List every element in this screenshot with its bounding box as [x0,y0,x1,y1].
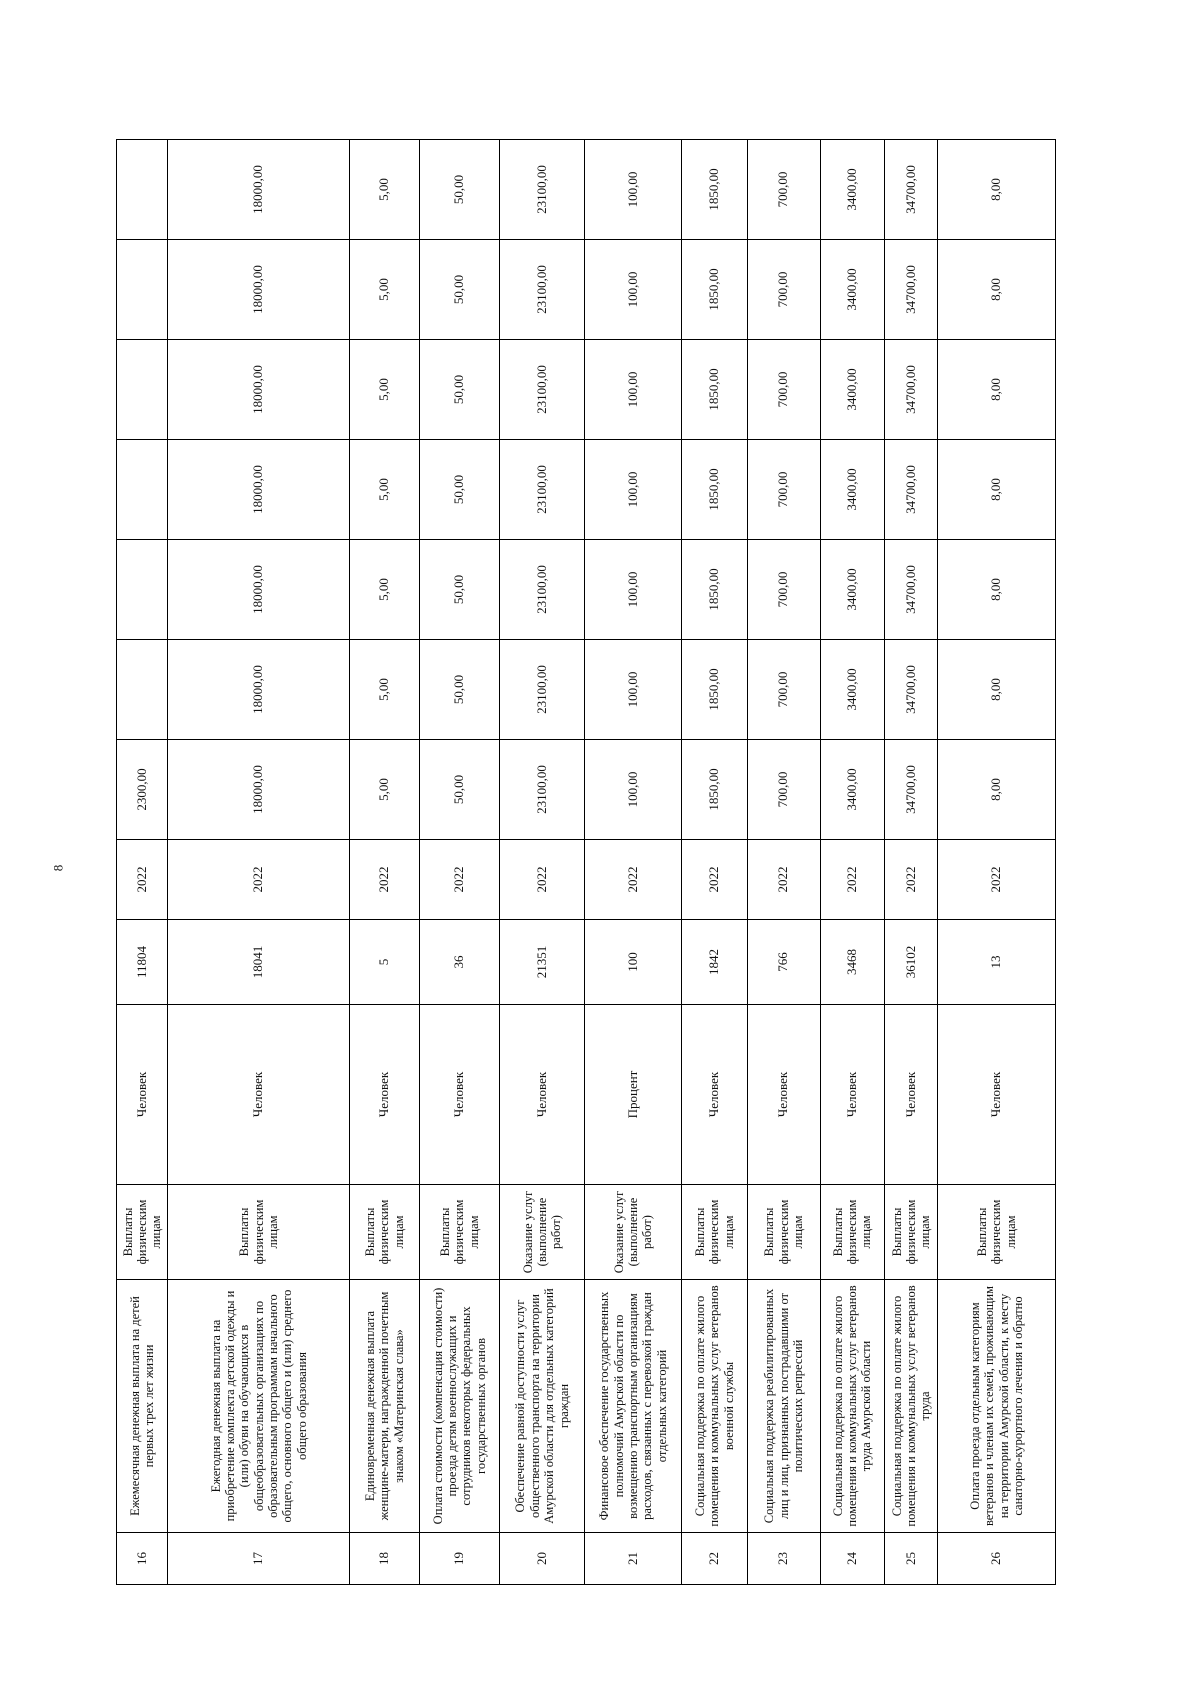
row-value: 50,00 [419,240,499,340]
row-value: 1850,00 [681,440,747,540]
row-unit: Человек [884,1005,937,1185]
row-value: 8,00 [938,540,1056,640]
row-year: 2022 [884,840,937,920]
row-count: 36102 [884,920,937,1005]
row-description: Социальная поддержка по оплате жилого помещения и коммунальных услуг ветеранов труда Амурской области [820,1280,884,1533]
row-year: 2022 [117,840,168,920]
row-value: 8,00 [938,740,1056,840]
row-value: 8,00 [938,140,1056,240]
row-description: Оплата проезда отдельным категориям ветеранов и членам их семей, проживающим на территории Амурской области, к месту санаторно-курортного лечения и обратно [938,1280,1056,1533]
row-service-type: Выплаты физическим лицам [117,1185,168,1280]
row-value: 8,00 [938,240,1056,340]
row-value: 3400,00 [820,140,884,240]
row-value: 23100,00 [499,740,585,840]
row-year: 2022 [419,840,499,920]
row-number: 17 [168,1533,350,1585]
row-value: 23100,00 [499,540,585,640]
row-service-type: Выплаты физическим лицам [820,1185,884,1280]
row-number: 19 [419,1533,499,1585]
row-service-type: Выплаты физическим лицам [747,1185,820,1280]
table-row [747,140,820,1585]
row-count: 18041 [168,920,350,1005]
row-value: 100,00 [585,740,681,840]
row-value: 100,00 [585,340,681,440]
row-unit: Человек [350,1005,420,1185]
row-value: 23100,00 [499,440,585,540]
row-value: 34700,00 [884,140,937,240]
row-value [117,640,168,740]
row-value: 5,00 [350,140,420,240]
row-value: 3400,00 [820,540,884,640]
row-year: 2022 [820,840,884,920]
row-value: 8,00 [938,440,1056,540]
row-unit: Человек [820,1005,884,1185]
row-description: Единовременная денежная выплата женщине-матери, награжденной почетным знаком «Материнская слава» [350,1280,420,1533]
row-year: 2022 [747,840,820,920]
row-service-type: Оказание услуг (выполнение работ) [585,1185,681,1280]
row-value: 34700,00 [884,240,937,340]
row-service-type: Выплаты физическим лицам [168,1185,350,1280]
row-value: 1850,00 [681,540,747,640]
row-value: 23100,00 [499,140,585,240]
row-value: 700,00 [747,140,820,240]
row-value: 700,00 [747,740,820,840]
table-row [117,140,168,1585]
row-count: 11804 [117,920,168,1005]
page-number: 8 [50,864,66,872]
row-unit: Человек [499,1005,585,1185]
row-count: 5 [350,920,420,1005]
row-value: 5,00 [350,540,420,640]
row-value: 5,00 [350,740,420,840]
row-service-type: Выплаты физическим лицам [350,1185,420,1280]
row-unit: Человек [419,1005,499,1185]
row-description: Ежегодная денежная выплата на приобретение комплекта детской одежды и (или) обуви на обучающихся в общеобразовательных организациях по образовательным программам начального общего, основного общего и (или) среднего общего образования [168,1280,350,1533]
table-row [820,140,884,1585]
row-unit: Человек [938,1005,1056,1185]
row-value [117,340,168,440]
row-description: Социальная поддержка по оплате жилого помещения и коммунальных услуг ветеранов военной службы [681,1280,747,1533]
row-value: 1850,00 [681,240,747,340]
row-unit: Человек [681,1005,747,1185]
table-row [681,140,747,1585]
row-value: 700,00 [747,540,820,640]
row-value: 18000,00 [168,440,350,540]
row-count: 100 [585,920,681,1005]
row-value: 3400,00 [820,240,884,340]
row-service-type: Оказание услуг (выполнение работ) [499,1185,585,1280]
row-count: 1842 [681,920,747,1005]
row-value: 100,00 [585,640,681,740]
table-row [419,140,499,1585]
row-value: 1850,00 [681,340,747,440]
row-number: 20 [499,1533,585,1585]
row-value: 34700,00 [884,740,937,840]
row-value: 50,00 [419,140,499,240]
table-row [499,140,585,1585]
row-value: 23100,00 [499,240,585,340]
row-value: 700,00 [747,240,820,340]
row-service-type: Выплаты физическим лицам [884,1185,937,1280]
row-value: 8,00 [938,340,1056,440]
row-value: 5,00 [350,340,420,440]
row-description: Ежемесячная денежная выплата на детей первых трех лет жизни [117,1280,168,1533]
row-description: Социальная поддержка по оплате жилого помещения и коммунальных услуг ветеранов труда [884,1280,937,1533]
row-count: 21351 [499,920,585,1005]
row-value: 23100,00 [499,640,585,740]
row-value: 23100,00 [499,340,585,440]
row-number: 24 [820,1533,884,1585]
row-value: 700,00 [747,440,820,540]
row-number: 16 [117,1533,168,1585]
table-row [168,140,350,1585]
row-unit: Процент [585,1005,681,1185]
row-year: 2022 [585,840,681,920]
row-value: 100,00 [585,440,681,540]
row-value: 34700,00 [884,440,937,540]
row-value: 100,00 [585,540,681,640]
row-unit: Человек [168,1005,350,1185]
row-description: Финансовое обеспечение государственных полномочий Амурской области по возмещению транспортным организациям расходов, связанных с перевозкой граждан отдельных категорий [585,1280,681,1533]
row-count: 3468 [820,920,884,1005]
row-service-type: Выплаты физическим лицам [419,1185,499,1280]
row-number: 26 [938,1533,1056,1585]
row-value: 18000,00 [168,340,350,440]
row-count: 13 [938,920,1056,1005]
row-value: 50,00 [419,340,499,440]
row-year: 2022 [938,840,1056,920]
row-value: 34700,00 [884,340,937,440]
row-unit: Человек [747,1005,820,1185]
table-body [117,140,1056,1585]
row-number: 21 [585,1533,681,1585]
row-value: 3400,00 [820,340,884,440]
row-value: 5,00 [350,640,420,740]
row-year: 2022 [681,840,747,920]
row-value: 8,00 [938,640,1056,740]
row-service-type: Выплаты физическим лицам [681,1185,747,1280]
row-value: 50,00 [419,440,499,540]
row-value [117,440,168,540]
row-value: 50,00 [419,540,499,640]
row-value [117,240,168,340]
row-value: 5,00 [350,440,420,540]
row-number: 18 [350,1533,420,1585]
row-number: 25 [884,1533,937,1585]
row-value: 18000,00 [168,140,350,240]
table-row [884,140,937,1585]
row-value: 50,00 [419,740,499,840]
row-value: 1850,00 [681,740,747,840]
row-count: 36 [419,920,499,1005]
row-value: 5,00 [350,240,420,340]
row-value: 34700,00 [884,640,937,740]
row-value: 700,00 [747,640,820,740]
row-unit: Человек [117,1005,168,1185]
row-value: 1850,00 [681,140,747,240]
row-number: 22 [681,1533,747,1585]
row-value: 18000,00 [168,740,350,840]
row-value: 18000,00 [168,540,350,640]
row-value: 2300,00 [117,740,168,840]
row-value: 700,00 [747,340,820,440]
data-table [116,139,1056,1585]
table-row [350,140,420,1585]
row-description: Оплата стоимости (компенсация стоимости) проезда детям военнослужащих и сотрудников некоторых федеральных государственных органов [419,1280,499,1533]
row-service-type: Выплаты физическим лицам [938,1185,1056,1280]
table-row [938,140,1056,1585]
row-year: 2022 [499,840,585,920]
row-description: Социальная поддержка реабилитированных лиц и лиц, признанных пострадавшими от политических репрессий [747,1280,820,1533]
row-value: 18000,00 [168,240,350,340]
row-year: 2022 [350,840,420,920]
row-value: 100,00 [585,140,681,240]
row-year: 2022 [168,840,350,920]
table-row [585,140,681,1585]
rotated-table-wrapper [116,140,1056,1585]
row-value: 3400,00 [820,740,884,840]
row-value: 34700,00 [884,540,937,640]
row-description: Обеспечение равной доступности услуг общественного транспорта на территории Амурской области для отдельных категорий граждан [499,1280,585,1533]
row-number: 23 [747,1533,820,1585]
row-count: 766 [747,920,820,1005]
row-value: 3400,00 [820,640,884,740]
row-value: 1850,00 [681,640,747,740]
row-value [117,140,168,240]
row-value [117,540,168,640]
row-value: 50,00 [419,640,499,740]
row-value: 3400,00 [820,440,884,540]
row-value: 100,00 [585,240,681,340]
row-value: 18000,00 [168,640,350,740]
